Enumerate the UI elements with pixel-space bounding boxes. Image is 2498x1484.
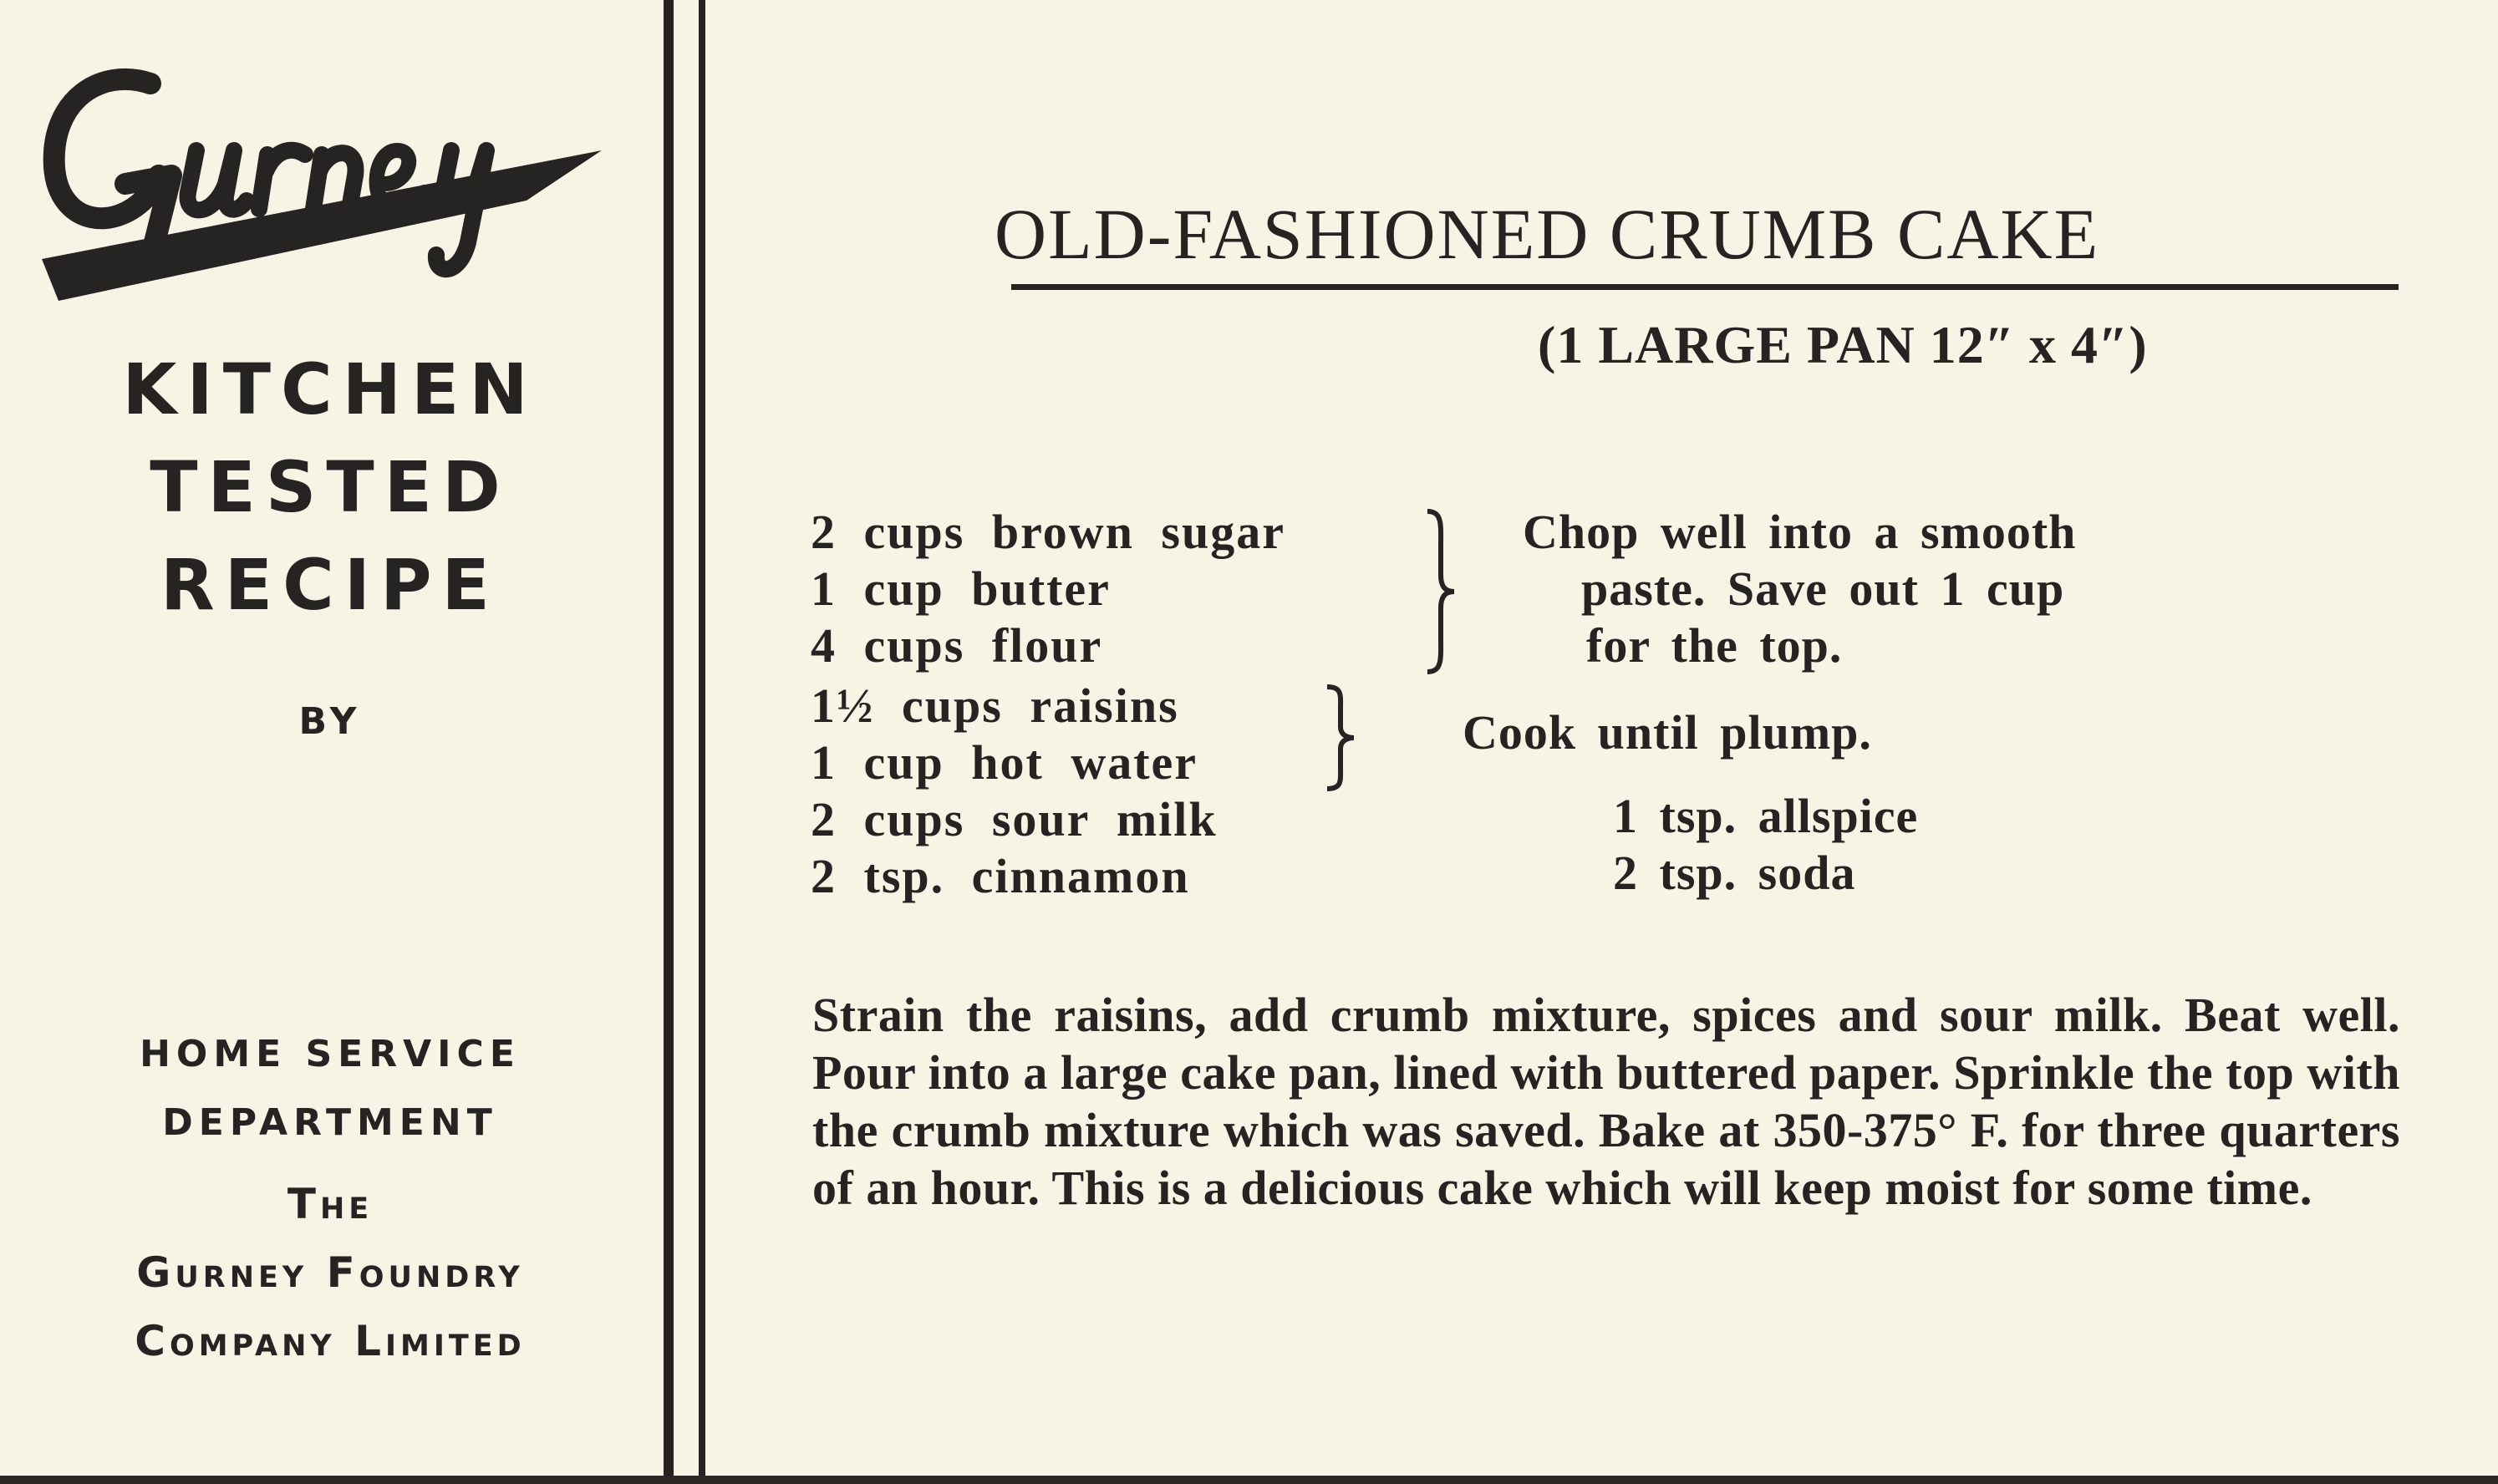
ingredient-item: 1 cup hot water	[811, 735, 1198, 790]
brace-icon	[1320, 684, 1362, 792]
raisin-note: Cook until plump.	[1463, 705, 1872, 760]
vertical-rule-thin	[699, 0, 705, 1476]
ingredient-item: 1½ cups raisins	[811, 678, 1179, 733]
pan-size: (1 LARGE PAN 12″ x 4″)	[1538, 315, 2148, 374]
gurney-logo	[25, 50, 627, 318]
extra-ingredient: 1 tsp. allspice	[1613, 789, 1919, 843]
crumb-note-line-1: Chop well into a smooth	[1523, 505, 2077, 559]
tagline-line-3: RECIPE	[160, 544, 500, 626]
tagline-line-1: KITCHEN	[122, 348, 538, 430]
by-label: BY	[298, 700, 362, 743]
ingredient-item: 2 cups brown sugar	[811, 505, 1285, 559]
ingredient-item: 2 tsp. cinnamon	[811, 849, 1190, 903]
company-line-3: Company Limited	[135, 1317, 526, 1365]
department-line-1: HOME SERVICE	[140, 1033, 521, 1075]
method-paragraph: Strain the raisins, add crumb mixture, spices and sour milk. Beat well. Pour into a large cake pan, lined with buttered paper. Sprinkle the top with the crumb mixture which was saved. Bake at 350-375° F. for three quarters of an hour. This is a delicious cake which will keep moist for some time.	[812, 988, 2400, 1215]
company-line-1: The	[287, 1180, 374, 1228]
extra-ingredient: 2 tsp. soda	[1613, 846, 1856, 900]
tagline-line-2: TESTED	[150, 446, 511, 528]
brace-icon	[1421, 508, 1463, 675]
company-line-2: Gurney Foundry	[136, 1248, 524, 1297]
card-bottom-edge	[0, 1476, 2498, 1484]
recipe-title: OLD-FASHIONED CRUMB CAKE	[995, 194, 2100, 274]
ingredient-item: 2 cups sour milk	[811, 792, 1218, 846]
crumb-note-line-3: for the top.	[1586, 618, 1843, 673]
title-underline	[1011, 284, 2399, 290]
crumb-note-line-2: paste. Save out 1 cup	[1581, 562, 2065, 616]
department-line-2: DEPARTMENT	[162, 1101, 498, 1144]
ingredient-item: 4 cups flour	[811, 618, 1103, 673]
ingredient-item: 1 cup butter	[811, 562, 1111, 616]
vertical-rule-thick	[664, 0, 674, 1476]
